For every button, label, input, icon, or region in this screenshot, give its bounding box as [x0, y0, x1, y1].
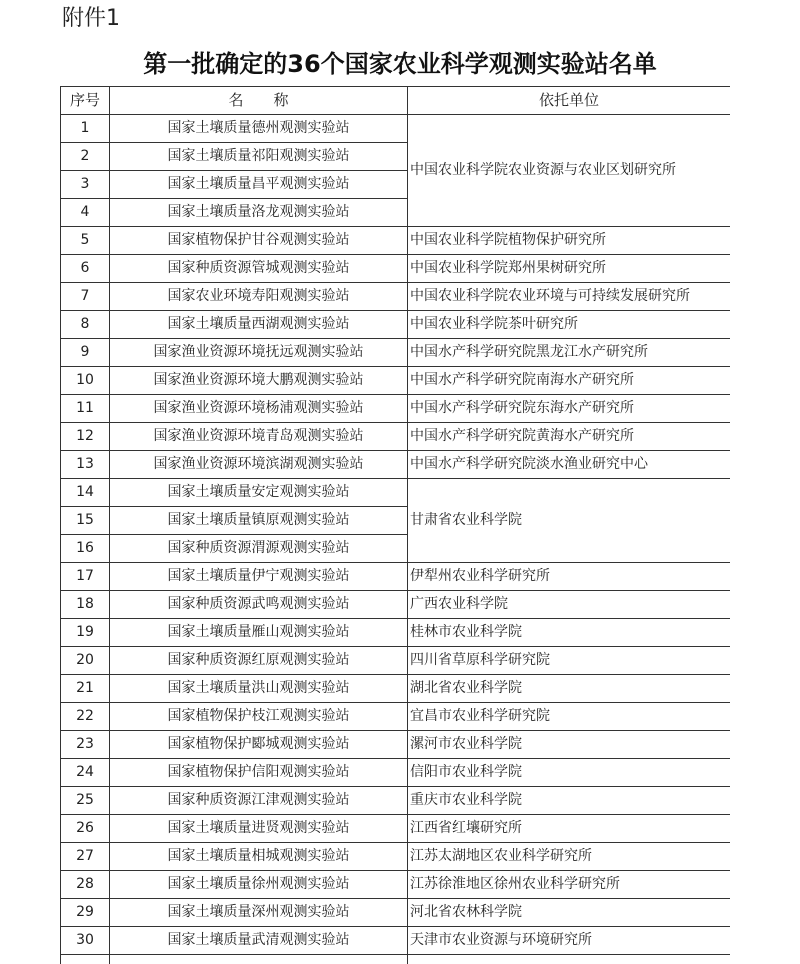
table-row — [61, 871, 731, 899]
station-name: 国家植物保护郾城观测实验站 — [110, 731, 408, 759]
host-organization: 中国水产科学研究院南海水产研究所 — [408, 367, 731, 395]
host-organization: 中国农业科学院农业环境与可持续发展研究所 — [408, 283, 731, 311]
host-organization: 天津市农业资源与环境研究所 — [408, 927, 731, 955]
station-index: 30 — [61, 927, 110, 955]
station-name: 国家土壤质量进贤观测实验站 — [110, 815, 408, 843]
station-name: 国家土壤质量德州观测实验站 — [110, 115, 408, 143]
table-row — [61, 591, 731, 619]
station-index: 23 — [61, 731, 110, 759]
host-organization: 信阳市农业科学院 — [408, 759, 731, 787]
table-row — [61, 675, 731, 703]
host-organization: 中国水产科学研究院东海水产研究所 — [408, 395, 731, 423]
station-index: 18 — [61, 591, 110, 619]
station-index: 26 — [61, 815, 110, 843]
station-name: 国家土壤质量徐州观测实验站 — [110, 871, 408, 899]
host-organization: 中国水产科学研究院黑龙江水产研究所 — [408, 339, 731, 367]
table-row — [61, 647, 731, 675]
station-index: 2 — [61, 143, 110, 171]
station-name: 国家种质资源渭源观测实验站 — [110, 535, 408, 563]
station-name: 国家植物保护枝江观测实验站 — [110, 703, 408, 731]
attachment-label: 附件1 — [62, 6, 120, 31]
table-row — [61, 619, 731, 647]
station-name: 国家土壤质量深州观测实验站 — [110, 899, 408, 927]
station-name: 国家种质资源武鸣观测实验站 — [110, 591, 408, 619]
host-organization: 中国农业科学院郑州果树研究所 — [408, 255, 731, 283]
station-index: 14 — [61, 479, 110, 507]
station-index: 19 — [61, 619, 110, 647]
station-name: 国家植物保护甘谷观测实验站 — [110, 227, 408, 255]
station-index: 9 — [61, 339, 110, 367]
host-organization: 漯河市农业科学院 — [408, 731, 731, 759]
stations-table-container — [60, 86, 730, 964]
table-row — [61, 787, 731, 815]
table-row-cutoff — [61, 955, 731, 964]
station-index: 8 — [61, 311, 110, 339]
table-row — [61, 927, 731, 955]
table-row — [61, 255, 731, 283]
table-row — [61, 759, 731, 787]
station-name: 国家土壤质量相城观测实验站 — [110, 843, 408, 871]
station-name: 国家渔业资源环境抚远观测实验站 — [110, 339, 408, 367]
host-organization: 宜昌市农业科学研究院 — [408, 703, 731, 731]
station-name: 国家农业环境寿阳观测实验站 — [110, 283, 408, 311]
station-name: 国家土壤质量昌平观测实验站 — [110, 171, 408, 199]
table-row — [61, 899, 731, 927]
station-index: 1 — [61, 115, 110, 143]
station-index: 25 — [61, 787, 110, 815]
station-name: 国家渔业资源环境大鹏观测实验站 — [110, 367, 408, 395]
station-index: 17 — [61, 563, 110, 591]
station-name: 国家渔业资源环境青岛观测实验站 — [110, 423, 408, 451]
station-index: 6 — [61, 255, 110, 283]
station-index: 22 — [61, 703, 110, 731]
host-organization: 江苏徐淮地区徐州农业科学研究所 — [408, 871, 731, 899]
table-row — [61, 843, 731, 871]
station-name: 国家土壤质量洛龙观测实验站 — [110, 199, 408, 227]
station-name: 国家种质资源江津观测实验站 — [110, 787, 408, 815]
table-row — [61, 451, 731, 479]
table-row — [61, 339, 731, 367]
station-index: 24 — [61, 759, 110, 787]
table-row — [61, 563, 731, 591]
station-index: 4 — [61, 199, 110, 227]
table-row — [61, 283, 731, 311]
station-name: 国家渔业资源环境滨湖观测实验站 — [110, 451, 408, 479]
host-organization: 中国农业科学院农业资源与农业区划研究所 — [408, 115, 731, 227]
column-header-index: 序号 — [61, 87, 110, 115]
host-organization: 中国水产科学研究院黄海水产研究所 — [408, 423, 731, 451]
document-title: 第一批确定的36个国家农业科学观测实验站名单 — [143, 50, 657, 78]
station-index: 27 — [61, 843, 110, 871]
station-name: 国家土壤质量雁山观测实验站 — [110, 619, 408, 647]
table-row — [61, 731, 731, 759]
host-organization: 江苏太湖地区农业科学研究所 — [408, 843, 731, 871]
station-index: 20 — [61, 647, 110, 675]
stations-table — [60, 86, 730, 964]
station-index: 29 — [61, 899, 110, 927]
station-index: 15 — [61, 507, 110, 535]
station-index: 16 — [61, 535, 110, 563]
table-row — [61, 395, 731, 423]
station-index: 21 — [61, 675, 110, 703]
station-name: 国家种质资源管城观测实验站 — [110, 255, 408, 283]
station-index: 5 — [61, 227, 110, 255]
station-name: 国家土壤质量伊宁观测实验站 — [110, 563, 408, 591]
station-name: 国家土壤质量西湖观测实验站 — [110, 311, 408, 339]
host-organization: 甘肃省农业科学院 — [408, 479, 731, 563]
host-organization: 中国水产科学研究院淡水渔业研究中心 — [408, 451, 731, 479]
station-name: 国家土壤质量安定观测实验站 — [110, 479, 408, 507]
station-index: 12 — [61, 423, 110, 451]
host-organization: 广西农业科学院 — [408, 591, 731, 619]
host-organization: 中国农业科学院茶叶研究所 — [408, 311, 731, 339]
table-body — [61, 115, 731, 964]
station-name: 国家植物保护信阳观测实验站 — [110, 759, 408, 787]
station-name: 国家种质资源红原观测实验站 — [110, 647, 408, 675]
table-cell-cutoff — [61, 955, 110, 964]
station-name: 国家土壤质量镇原观测实验站 — [110, 507, 408, 535]
station-name: 国家土壤质量武清观测实验站 — [110, 927, 408, 955]
host-organization: 桂林市农业科学院 — [408, 619, 731, 647]
host-organization: 四川省草原科学研究院 — [408, 647, 731, 675]
table-cell-cutoff — [110, 955, 408, 964]
column-header-name: 名 称 — [110, 87, 408, 115]
station-index: 28 — [61, 871, 110, 899]
column-header-organization: 依托单位 — [408, 87, 731, 115]
station-index: 3 — [61, 171, 110, 199]
table-row — [61, 815, 731, 843]
table-row — [61, 703, 731, 731]
table-row — [61, 423, 731, 451]
table-row — [61, 479, 731, 507]
table-header-row — [61, 87, 731, 115]
table-row — [61, 311, 731, 339]
host-organization: 伊犁州农业科学研究所 — [408, 563, 731, 591]
table-row — [61, 115, 731, 143]
host-organization: 重庆市农业科学院 — [408, 787, 731, 815]
table-row — [61, 227, 731, 255]
station-index: 7 — [61, 283, 110, 311]
host-organization: 湖北省农业科学院 — [408, 675, 731, 703]
station-index: 13 — [61, 451, 110, 479]
table-row — [61, 367, 731, 395]
table-cell-cutoff — [408, 955, 731, 964]
host-organization: 河北省农林科学院 — [408, 899, 731, 927]
host-organization: 中国农业科学院植物保护研究所 — [408, 227, 731, 255]
station-index: 11 — [61, 395, 110, 423]
host-organization: 江西省红壤研究所 — [408, 815, 731, 843]
station-name: 国家土壤质量洪山观测实验站 — [110, 675, 408, 703]
station-index: 10 — [61, 367, 110, 395]
station-name: 国家渔业资源环境杨浦观测实验站 — [110, 395, 408, 423]
station-name: 国家土壤质量祁阳观测实验站 — [110, 143, 408, 171]
